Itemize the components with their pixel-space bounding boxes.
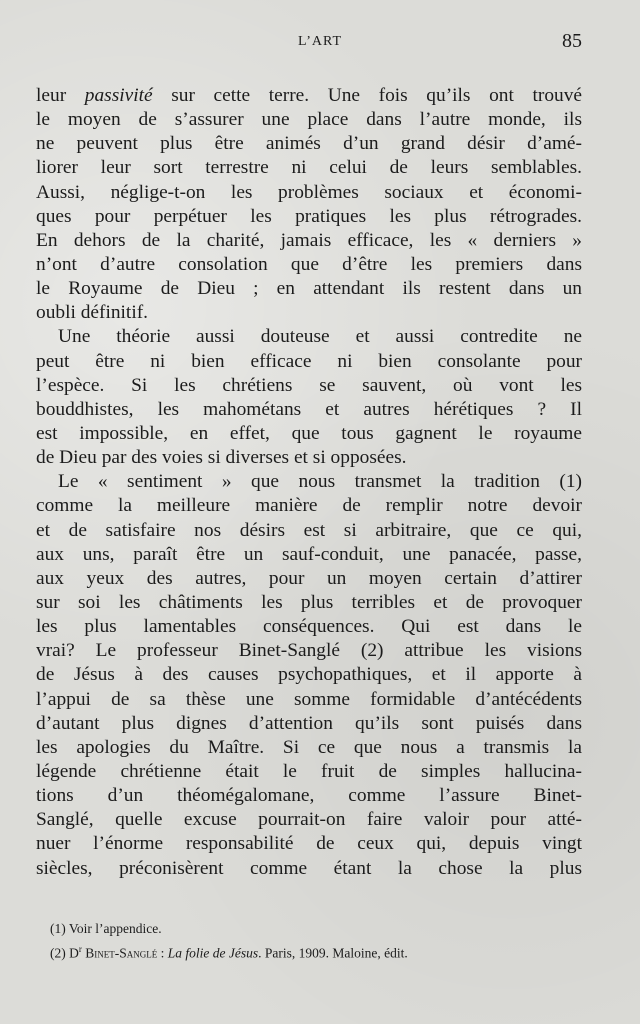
text-fragment: sur cette terre. Une fois qu’ils ont trouvé [152,85,583,106]
page-number: 85 [562,30,582,52]
text-line: légende chrétienne était le fruit de simples hallucina- [36,760,582,782]
text-line: les plus lamentables conséquences. Qui est dans le [36,616,582,638]
text-line: bouddhistes, les mahométans et autres hérétiques ? Il [36,398,582,420]
text-line: En dehors de la charité, jamais efficace, les « derniers » [36,229,582,251]
text-line: et de satisfaire nos désirs est si arbitraire, que ce qui, [36,519,582,541]
text-line: tions d’un théomégalomane, comme l’assure Binet- [36,785,582,807]
footnote-details: . Paris, 1909. Maloine, édit. [258,945,408,961]
text-line: d’autant plus dignes d’attention qu’ils sont puisés dans [36,712,582,734]
text-line: ne peuvent plus être animés d’un grand désir d’amé- [36,133,582,155]
text-line: l’appui de sa thèse une somme formidable d’antécédents [36,688,582,710]
text-line: de Dieu par des voies si diverses et si opposées. [36,447,407,469]
footnotes [50,919,590,964]
text-line: oubli définitif. [36,302,149,324]
text-line: peut être ni bien efficace ni bien consolante pour [36,350,582,372]
text-line: n’ont d’autre consolation que d’être les premiers dans [36,253,582,275]
footnote-separator: : [157,945,168,961]
text-line: liorer leur sort terrestre ni celui de leurs semblables. [36,157,582,179]
body-text [36,84,582,881]
text-line: ques pour perpétuer les pratiques les plus rétrogrades. [36,205,582,227]
page-header [0,30,640,54]
footnote-1: (1) Voir l’appendice. [50,921,162,936]
text-line: Une théorie aussi douteuse et aussi contredite ne [58,326,582,348]
text-fragment: leur [36,85,85,106]
text-line: sur soi les châtiments les plus terribles et de provoquer [36,591,582,613]
footnote-author: Binet-Sanglé [85,945,158,961]
text-line: comme la meilleure manière de remplir notre devoir [36,495,582,517]
emphasis: passivité [84,85,153,106]
text-line: aux yeux des autres, pour un moyen certain d’attirer [36,567,582,589]
text-line: Sanglé, quelle excuse pourrait-on faire valoir pour atté- [36,809,582,831]
text-line: de Jésus à des causes psychopathiques, et il apporte à [36,664,582,686]
text-line: Le « sentiment » que nous transmet la tradition (1) [58,471,582,493]
text-line [36,84,582,108]
footnote-title: La folie de Jésus [167,945,259,961]
text-line: l’espèce. Si les chrétiens se sauvent, où vont les [36,374,582,396]
text-line: est impossible, en effet, que tous gagnent le royaume [36,422,582,444]
text-line: Aussi, néglige-t-on les problèmes sociaux et économi- [36,181,582,203]
text-line: nuer l’énorme responsabilité de ceux qui, depuis vingt [36,833,582,855]
footnote-marker: (2) D [50,945,79,961]
text-line: le moyen de s’assurer une place dans l’autre monde, ils [36,109,582,131]
text-line: aux uns, paraît être un sauf-conduit, une panacée, passe, [36,543,582,565]
running-head: L’ART [297,34,343,49]
footnote-2 [50,939,590,964]
text-line: les apologies du Maître. Si ce que nous a transmis la [36,736,582,758]
text-line: le Royaume de Dieu ; en attendant ils restent dans un [36,278,582,300]
text-line: vrai? Le professeur Binet-Sanglé (2) attribue les visions [36,640,582,662]
footnote-superscript: r [78,944,82,954]
text-line: siècles, préconisèrent comme étant la chose la plus [36,857,582,879]
